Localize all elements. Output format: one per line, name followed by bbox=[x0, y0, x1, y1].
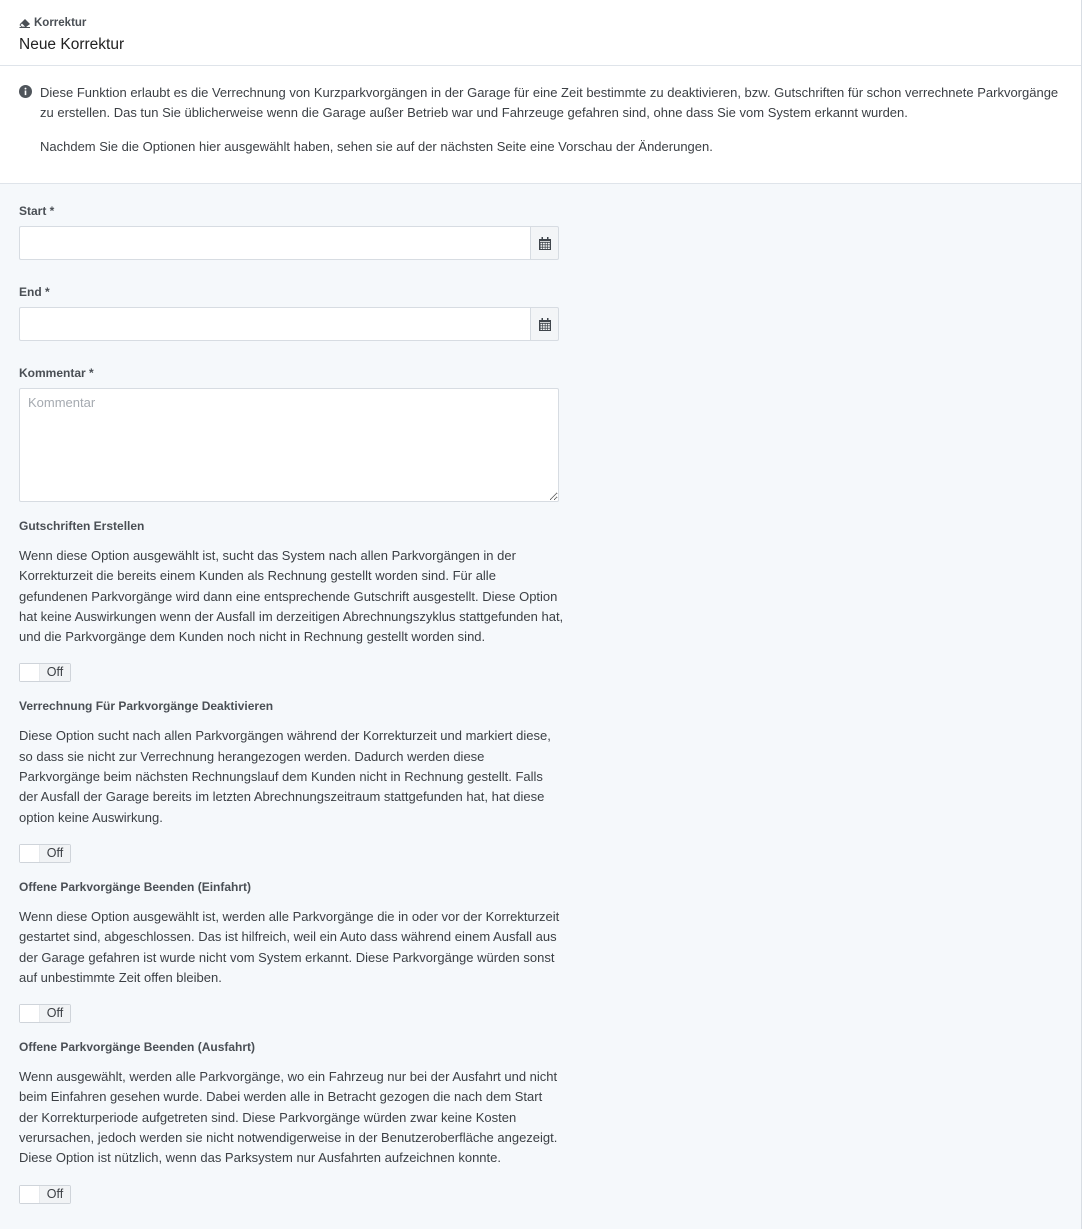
page-title: Neue Korrektur bbox=[19, 36, 125, 53]
option-description: Wenn diese Option ausgewählt ist, werden alle Parkvorgänge die in oder vor der Korrekturzeit gestartet sind, abgeschlossen. Das ist hilfreich, weil ein Auto dass während einem Ausfall aus der Garage gefahren ist wurde nicht vom System erkannt. Diese Parkvorgänge würden sonst auf unbestimmte Zeit offen bleiben. bbox=[19, 908, 560, 985]
end-calendar-button[interactable] bbox=[530, 307, 559, 341]
option-description: Wenn diese Option ausgewählt ist, sucht das System nach allen Parkvorgängen in der Korrekturzeit die bereits einem Kunden als Rechnung gestellt worden sind. Für alle gefundenen Parkvorgänge wird dann eine entsprechende Gutschrift ausgestellt. Diese Option hat keine Auswirkungen wenn der Ausfall im derzeitigen Abrechnungszyklus stattgefunden hat, und die Parkvorgänge dem Kunden noch nicht in Rechnung gestellt worden sind. bbox=[19, 548, 564, 645]
disable-billing-toggle[interactable] bbox=[19, 844, 71, 863]
option-title: Verrechnung Für Parkvorgänge Deaktivieren bbox=[19, 699, 274, 714]
toggle-knob bbox=[20, 1005, 40, 1022]
toggle-knob bbox=[20, 845, 40, 862]
option-title: Gutschriften Erstellen bbox=[19, 519, 145, 533]
comment-textarea[interactable] bbox=[19, 388, 559, 502]
close-open-exit-toggle[interactable] bbox=[19, 1185, 71, 1204]
start-calendar-button[interactable] bbox=[530, 226, 559, 260]
credit-notes-toggle[interactable] bbox=[19, 663, 71, 682]
info-paragraph-1: Diese Funktion erlaubt es die Verrechnung von Kurzparkvorgängen in der Garage für eine Zeit bestimmte zu deaktivieren, bzw. Gutschriften für schon verrechnete Parkvorgänge zu erstellen. Das tun Sie üblicherweise wenn die Garage außer Betrieb war und Fahrzeuge gefahren sind, ohne dass Sie vom System erkannt wurden. bbox=[40, 85, 1059, 120]
option-credit-notes bbox=[19, 519, 564, 682]
toggle-knob bbox=[20, 664, 40, 681]
info-circle-icon bbox=[19, 85, 32, 98]
breadcrumb[interactable] bbox=[19, 16, 1062, 30]
page-header bbox=[0, 0, 1081, 66]
toggle-state: Off bbox=[40, 845, 70, 862]
option-description: Diese Option sucht nach allen Parkvorgängen während der Korrekturzeit und markiert diese, so dass sie nicht zur Verrechnung herangezogen werden. Dadurch werden diese Parkvorgänge beim nächsten Rechnungslauf dem Kunden nicht in Rechnung gestellt. Falls der Ausfall der Garage bereits im letzten Abrechnungszeitraum stattgefunden hat, hat diese option keine Auswirkung. bbox=[19, 728, 551, 825]
start-label: Start * bbox=[19, 204, 55, 218]
breadcrumb-label: Korrektur bbox=[34, 17, 87, 29]
toggle-state: Off bbox=[40, 1186, 70, 1203]
calendar-icon bbox=[539, 237, 551, 250]
option-title: Offene Parkvorgänge Beenden (Einfahrt) bbox=[19, 879, 252, 894]
correction-form bbox=[0, 184, 580, 1204]
start-date-input[interactable] bbox=[19, 226, 530, 260]
info-text bbox=[40, 83, 1062, 157]
calendar-icon bbox=[539, 318, 551, 331]
end-label: End * bbox=[19, 285, 50, 299]
toggle-state: Off bbox=[40, 664, 70, 681]
end-input-group bbox=[19, 307, 559, 341]
eraser-icon bbox=[19, 18, 31, 28]
info-paragraph-2: Nachdem Sie die Optionen hier ausgewählt haben, sehen sie auf der nächsten Seite eine Vorschau der Änderungen. bbox=[40, 139, 713, 154]
close-open-entry-toggle[interactable] bbox=[19, 1004, 71, 1023]
comment-label: Kommentar * bbox=[19, 366, 94, 380]
start-input-group bbox=[19, 226, 559, 260]
option-close-open-entry bbox=[19, 880, 561, 1023]
toggle-knob bbox=[20, 1186, 40, 1203]
toggle-state: Off bbox=[40, 1005, 70, 1022]
option-disable-billing bbox=[19, 699, 561, 862]
option-description: Wenn ausgewählt, werden alle Parkvorgänge, wo ein Fahrzeug nur bei der Ausfahrt und nicht beim Einfahren gesehen wurde. Dabei werden alle in Betracht gezogen die nach dem Start der Korrekturperiode aufgetreten sind. Diese Parkvorgänge würden zwar keine Kosten verursachen, jedoch werden sie nicht notwendigerweise in der Benutzeroberfläche angezeigt. Diese Option ist nützlich, wenn das Parksystem nur Ausfahrten aufzeichnen konnte. bbox=[19, 1069, 558, 1166]
end-date-input[interactable] bbox=[19, 307, 530, 341]
info-box bbox=[0, 66, 1081, 184]
option-title: Offene Parkvorgänge Beenden (Ausfahrt) bbox=[19, 1040, 256, 1055]
option-close-open-exit bbox=[19, 1040, 561, 1203]
